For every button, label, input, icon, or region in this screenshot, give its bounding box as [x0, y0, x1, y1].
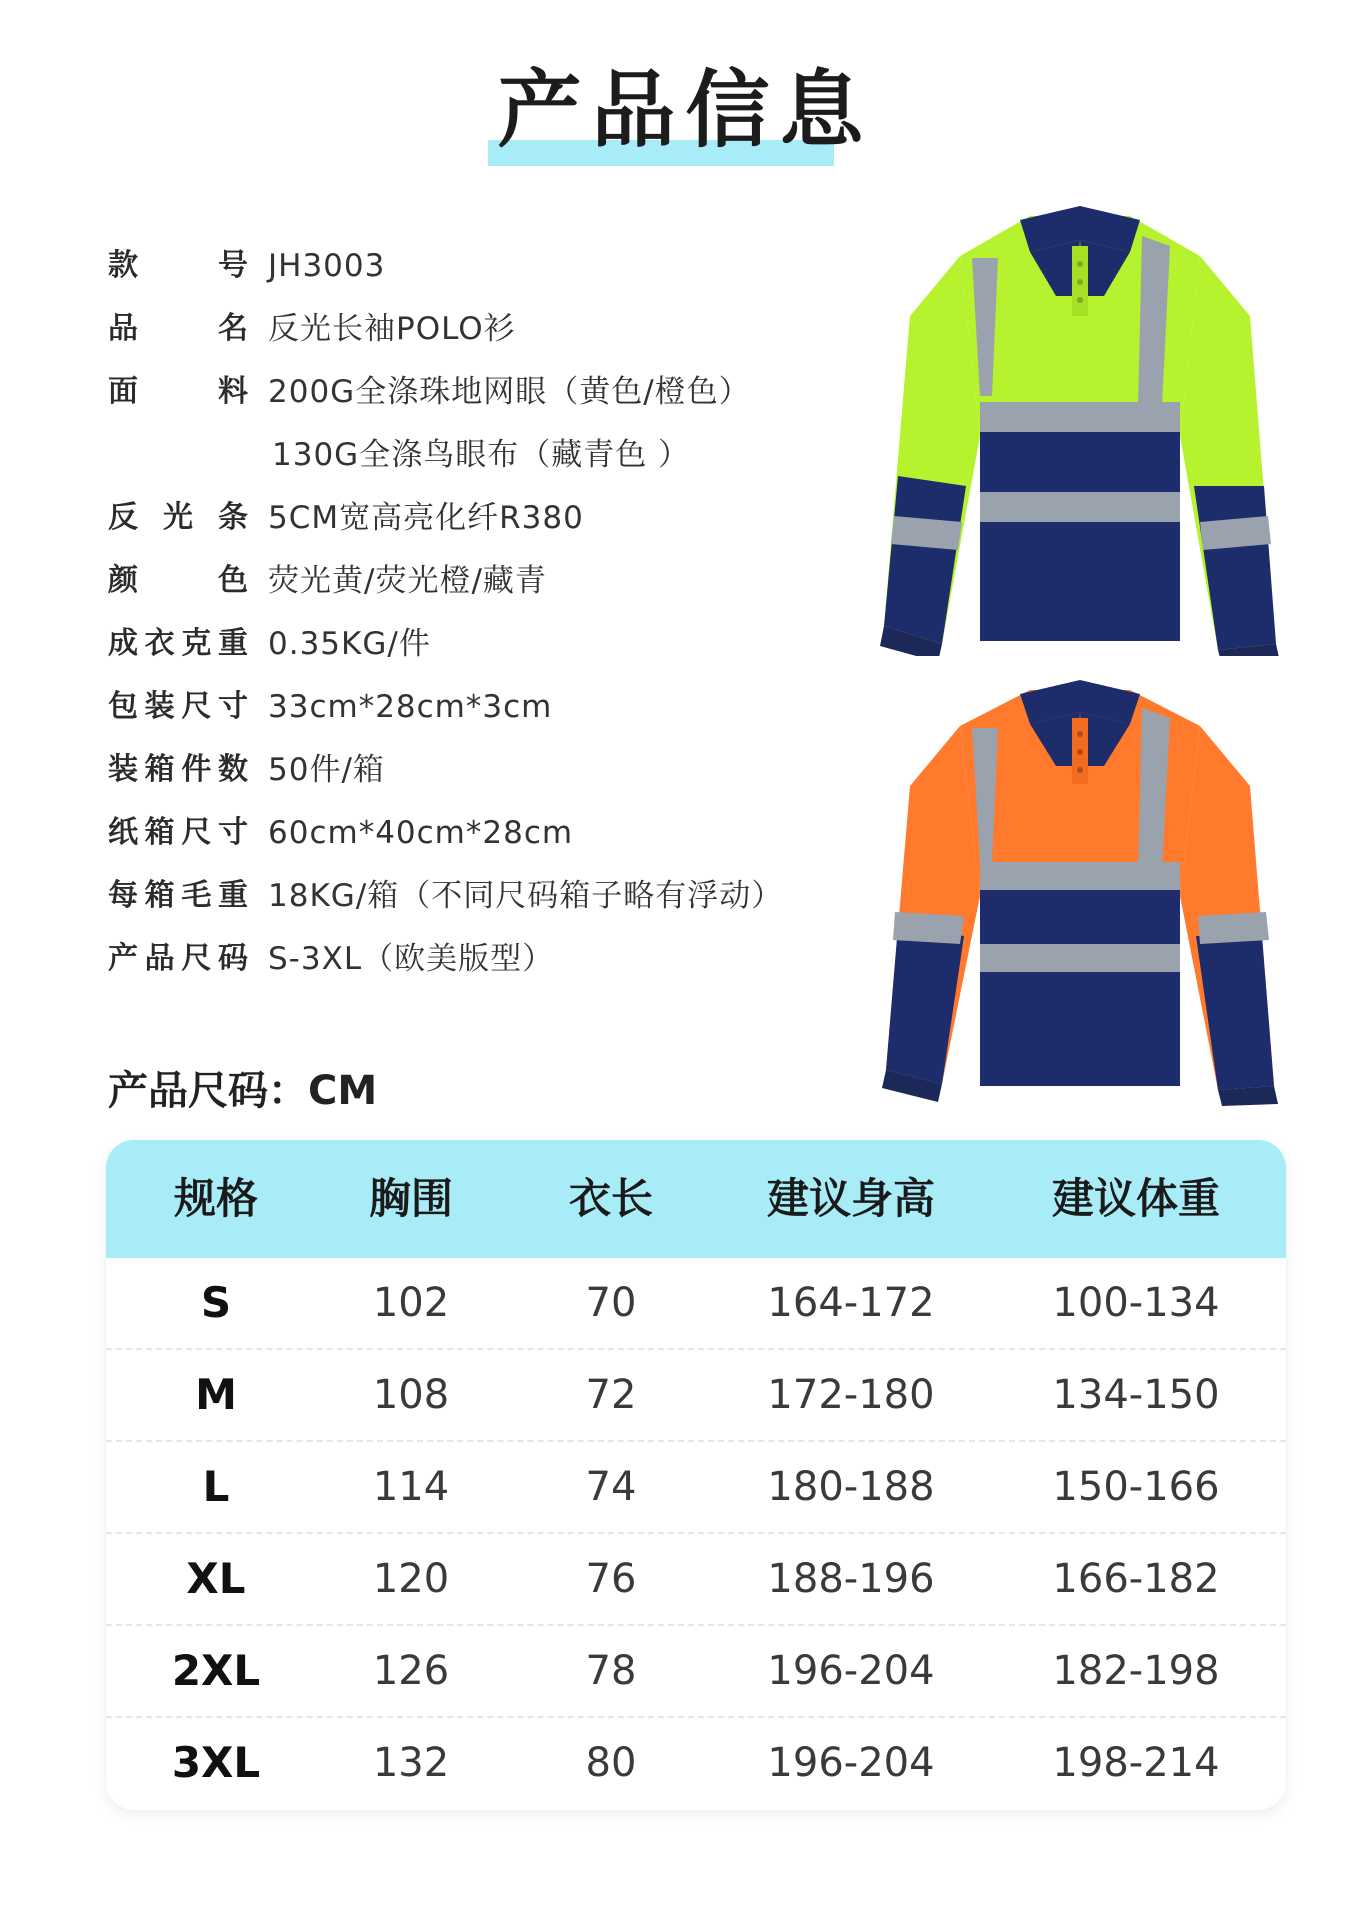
title-wrap — [0, 60, 1371, 160]
table-cell: 80 — [585, 1740, 637, 1786]
info-value: 5CM宽高亮化纤R380 — [268, 500, 584, 536]
info-value: 18KG/箱（不同尺码箱子略有浮动） — [268, 878, 784, 914]
table-cell: 2XL — [171, 1646, 261, 1695]
table-cell: S — [200, 1278, 232, 1327]
table-cell: 72 — [585, 1372, 637, 1418]
info-label: 品名 — [108, 311, 248, 346]
table-header-cell: 衣长 — [568, 1174, 653, 1223]
info-label: 成衣克重 — [108, 626, 248, 661]
page-title: 产品信息 — [497, 61, 874, 159]
table-cell: 134-150 — [1052, 1372, 1220, 1418]
table-row — [106, 1534, 1286, 1626]
table-cell: 196-204 — [767, 1648, 935, 1694]
info-label: 面料 — [108, 374, 248, 409]
table-cell: 182-198 — [1052, 1648, 1220, 1694]
info-label: 款号 — [108, 248, 248, 283]
info-value: 50件/箱 — [268, 752, 385, 788]
table-cell: 100-134 — [1052, 1280, 1220, 1326]
info-value: 60cm*40cm*28cm — [268, 815, 574, 851]
size-table — [106, 1140, 1286, 1810]
table-cell: XL — [186, 1554, 246, 1603]
table-cell: 198-214 — [1052, 1740, 1220, 1786]
info-value: JH3003 — [268, 248, 386, 284]
table-header-cell: 建议体重 — [1051, 1174, 1220, 1223]
table-cell: 196-204 — [767, 1740, 935, 1786]
info-label: 产品尺码 — [108, 941, 248, 976]
info-value: 反光长袖POLO衫 — [268, 311, 516, 347]
table-header-cell: 规格 — [173, 1174, 258, 1223]
info-label: 反光条 — [108, 500, 248, 535]
info-label: 颜色 — [108, 563, 248, 598]
table-cell: 172-180 — [767, 1372, 935, 1418]
table-cell: 102 — [372, 1280, 450, 1326]
table-header-cell: 胸围 — [368, 1174, 453, 1223]
info-label: 每箱毛重 — [108, 878, 248, 913]
table-cell: L — [202, 1462, 230, 1511]
info-label: 装箱件数 — [108, 752, 248, 787]
table-cell: 166-182 — [1052, 1556, 1220, 1602]
table-header-cell: 建议身高 — [766, 1174, 935, 1223]
table-cell: M — [195, 1370, 237, 1419]
size-section-title: 产品尺码：CM — [108, 1068, 378, 1114]
info-value: 130G全涤鸟眼布（藏青色 ） — [272, 437, 691, 473]
info-value: S-3XL（欧美版型） — [268, 941, 555, 977]
table-cell: 150-166 — [1052, 1464, 1220, 1510]
info-value: 0.35KG/件 — [268, 626, 431, 662]
table-cell: 120 — [372, 1556, 450, 1602]
info-label: 纸箱尺寸 — [108, 815, 248, 850]
table-cell: 180-188 — [767, 1464, 935, 1510]
table-cell: 132 — [372, 1740, 450, 1786]
yellow-polo-shirt-image — [880, 186, 1280, 656]
table-row — [106, 1626, 1286, 1718]
table-cell: 70 — [585, 1280, 637, 1326]
table-cell: 74 — [585, 1464, 637, 1510]
info-label: 包装尺寸 — [108, 689, 248, 724]
table-row — [106, 1258, 1286, 1350]
info-value: 荧光黄/荧光橙/藏青 — [268, 563, 547, 599]
table-row — [106, 1718, 1286, 1808]
orange-polo-shirt-image — [880, 666, 1280, 1106]
table-cell: 78 — [585, 1648, 637, 1694]
table-cell: 164-172 — [767, 1280, 935, 1326]
info-value: 200G全涤珠地网眼（黄色/橙色） — [268, 374, 751, 410]
table-row — [106, 1442, 1286, 1534]
table-cell: 3XL — [171, 1738, 261, 1787]
table-cell: 76 — [585, 1556, 637, 1602]
table-row — [106, 1350, 1286, 1442]
table-cell: 114 — [372, 1464, 450, 1510]
table-header — [106, 1140, 1286, 1258]
info-value: 33cm*28cm*3cm — [268, 689, 553, 725]
table-cell: 108 — [372, 1372, 450, 1418]
table-cell: 126 — [372, 1648, 450, 1694]
table-cell: 188-196 — [767, 1556, 935, 1602]
